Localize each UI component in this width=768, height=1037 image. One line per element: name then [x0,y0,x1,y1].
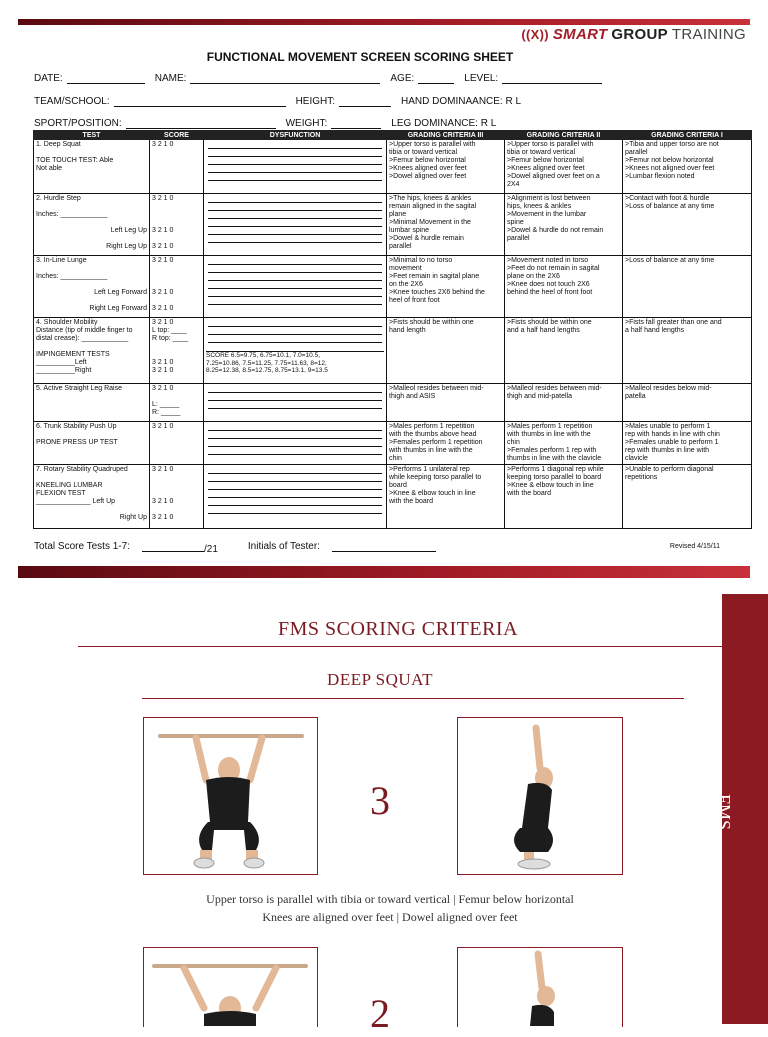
sport-position-field[interactable]: SPORT/POSITION: [34,118,276,129]
dysfunction-line[interactable] [208,203,382,211]
table-row [34,465,752,529]
criteria-2-cell: >Alignment is lost between hips, knees & ankles >Movement in the lumbar spine >Dowel & hurdle do not remain parallel [505,194,623,256]
criteria-3-cell: >Minimal to no torso movement >Feet remain in sagital plane on the 2X6 >Knee touches 2X6 behind the heel of front foot [387,256,505,318]
weight-field[interactable]: WEIGHT: [286,118,382,129]
team-school-field[interactable]: TEAM/SCHOOL: [34,96,286,107]
deep-squat-heading: DEEP SQUAT [327,670,433,689]
deep-squat-front-photo [143,717,318,875]
dysfunction-line[interactable] [208,235,382,243]
dysfunction-cell[interactable] [204,318,387,384]
field-row-2 [34,96,521,107]
sheet-title: FUNCTIONAL MOVEMENT SCREEN SCORING SHEET [206,50,514,64]
front-overhead-figure-icon [144,948,316,1026]
header-criteria-1: GRADING CRITERIA I [623,131,752,140]
logo-training: TRAINING [671,26,746,43]
side-squat-figure-icon [458,718,621,873]
side-overhead-figure-icon [458,948,621,1026]
sidebar-label: FMS [714,794,734,831]
dysfunction-line[interactable] [208,195,382,203]
height-field[interactable]: HEIGHT: [296,96,391,107]
subheading-rule [142,698,684,699]
dysfunction-line[interactable] [208,227,382,235]
dysfunction-cell[interactable] [204,384,387,422]
score-2-front-photo [143,947,318,1027]
dysfunction-line[interactable] [208,335,382,343]
header-score: SCORE [150,131,204,140]
criteria-2-cell: >Malleol resides between mid- thigh and mid-patella [505,384,623,422]
dysfunction-line[interactable] [208,211,382,219]
level-field[interactable]: LEVEL: [464,73,602,84]
field-row-1 [34,73,602,84]
dysfunction-line[interactable] [208,281,382,289]
smart-group-training-logo [521,26,746,43]
score-cell: 3 2 1 0 [150,140,204,194]
total-score-label: Total Score Tests 1-7: [34,541,130,552]
score-cell: 3 2 1 0 L: _____ R: _____ [150,384,204,422]
header-dysfunction: DYSFUNCTION [204,131,387,140]
dysfunction-cell[interactable] [204,256,387,318]
logo-smart: SMART [552,26,608,43]
age-field[interactable]: AGE: [390,73,454,84]
dysfunction-line[interactable] [208,447,382,455]
dysfunction-cell[interactable] [204,194,387,256]
caption-line-1: Upper torso is parallel with tibia or toward vertical | Femur below horizontal [206,892,574,906]
dysfunction-line[interactable] [208,141,382,149]
dysfunction-line[interactable] [208,490,382,498]
test-cell: 7. Rotary Stability Quadruped KNEELING LUMBAR FLEXION TEST ______________ Left Up Right Up [34,465,150,529]
dysfunction-line[interactable] [208,165,382,173]
hand-dominance-field[interactable]: HAND DOMINAANCE: R L [401,96,522,107]
criteria-2-cell: >Upper torso is parallel with tibia or toward vertical >Femur below horizontal >Knees aligned over feet >Dowel aligned over feet on a 2X4 [505,140,623,194]
dysfunction-line[interactable] [208,401,382,409]
criteria-3-cell: >Males perform 1 repetition with the thumbs above head >Females perform 1 repetition with thumbs in line with the chin [387,422,505,465]
table-row [34,256,752,318]
test-cell: 1. Deep Squat TOE TOUCH TEST: Able Not able [34,140,150,194]
dysfunction-line[interactable] [208,506,382,514]
table-row [34,318,752,384]
criteria-1-cell: >Males unable to perform 1 rep with hands in line with chin >Females unable to perform 1 rep with thumbs in line with clavicle [623,422,752,465]
score-conversion-note: 8.25=12.38, 8.5=12.75, 8.75=13.1, 9=13.5 [206,367,328,374]
criteria-2-cell: >Performs 1 diagonal rep while keeping torso parallel to board >Knee & elbow touch in line with the board [505,465,623,529]
dysfunction-line[interactable] [208,327,382,335]
date-field[interactable]: DATE: [34,73,145,84]
dysfunction-line[interactable] [208,474,382,482]
score-cell: 3 2 1 0 3 2 1 0 3 2 1 0 [150,194,204,256]
front-squat-figure-icon [144,718,316,873]
score-2: 2 [370,991,390,1036]
criteria-3-cell: >Upper torso is parallel with tibia or toward vertical >Femur below horizontal >Knees aligned over feet >Dowel aligned over feet [387,140,505,194]
criteria-3-cell: >Performs 1 unilateral rep while keeping torso parallel to board >Knee & elbow touch in line with the board [387,465,505,529]
total-score-field[interactable]: /21 [142,541,218,555]
score-cell: 3 2 1 0 L top: ____ R top: ____ 3 2 1 0 3 2 1 0 [150,318,204,384]
score-cell: 3 2 1 0 3 2 1 0 3 2 1 0 [150,256,204,318]
revised-date: Revised 4/15/11 [669,543,720,550]
criteria-1-cell: >Tibia and upper torso are not parallel >Femur not below horizontal >Knees not aligned over feet >Lumbar flexion noted [623,140,752,194]
leg-dominance-field[interactable]: LEG DOMINANCE: R L [391,118,497,129]
criteria-2-cell: >Movement noted in torso >Feet do not remain in sagital plane on the 2X6 >Knee does not touch 2X6 behind the heel of front foot [505,256,623,318]
table-header-row [34,131,752,140]
dysfunction-line[interactable] [208,423,382,431]
dysfunction-line[interactable] [208,498,382,506]
caption-line-2: Knees are aligned over feet | Dowel aligned over feet [262,910,518,924]
score-conversion-note: SCORE 6.5=9.75, 6.75=10.1, 7.0=10.5, [206,351,384,360]
dysfunction-cell[interactable] [204,465,387,529]
dysfunction-line[interactable] [208,385,382,393]
dysfunction-line[interactable] [208,157,382,165]
dysfunction-line[interactable] [208,273,382,281]
table-row [34,384,752,422]
dysfunction-line[interactable] [208,466,382,474]
test-cell: 6. Trunk Stability Push Up PRONE PRESS UP TEST [34,422,150,465]
score-3: 3 [370,778,390,823]
table-row [34,140,752,194]
dysfunction-line[interactable] [208,439,382,447]
dysfunction-cell[interactable] [204,422,387,465]
score-2-side-photo [457,947,623,1027]
fms-sidebar [714,594,768,1024]
criteria-1-cell: >Contact with foot & hurdle >Loss of balance at any time [623,194,752,256]
test-cell: 3. In-Line Lunge Inches: ____________ Left Leg Forward Right Leg Forward [34,256,150,318]
dysfunction-line[interactable] [208,265,382,273]
field-row-3 [34,118,496,129]
criteria-3-cell: >The hips, knees & ankles remain aligned in the sagital plane >Minimal Movement in the lumbar spine >Dowel & hurdle remain parallel [387,194,505,256]
table-row [34,422,752,465]
dysfunction-line[interactable] [208,319,382,327]
name-field[interactable]: NAME: [155,73,381,84]
test-cell: 2. Hurdle Step Inches: ____________ Left Leg Up Right Leg Up [34,194,150,256]
criteria-1-cell: >Malleol resides below mid- patella [623,384,752,422]
fms-criteria-page [0,590,768,1036]
sheet-footer [34,541,734,555]
dysfunction-line[interactable] [208,393,382,401]
scoring-table [33,130,752,529]
logo-mark-icon: ((X)) [521,27,549,42]
initials-field[interactable] [332,541,436,552]
bottom-red-bar [18,566,750,578]
criteria-1-cell: >Unable to perform diagonal repetitions [623,465,752,529]
header-criteria-2: GRADING CRITERIA II [505,131,623,140]
criteria-3-cell: >Fists should be within one hand length [387,318,505,384]
deep-squat-side-photo [457,717,623,875]
criteria-1-cell: >Fists fall greater than one and a half hand lengths [623,318,752,384]
score-conversion-note: 7.25=10.86, 7.5=11.25, 7.75=11.63, 8=12, [206,359,327,367]
score-cell: 3 2 1 0 3 2 1 0 3 2 1 0 [150,465,204,529]
score-cell: 3 2 1 0 [150,422,204,465]
dysfunction-line[interactable] [208,431,382,439]
heading-rule [78,646,722,647]
logo-group: GROUP [611,26,668,43]
criteria-2-cell: >Males perform 1 repetition with thumbs in line with the chin >Females perform 1 rep with thumbs in line with the clavicle [505,422,623,465]
dysfunction-line[interactable] [208,257,382,265]
dysfunction-line[interactable] [208,219,382,227]
criteria-2-cell: >Fists should be within one and a half hand lengths [505,318,623,384]
table-row [34,194,752,256]
dysfunction-line[interactable] [208,482,382,490]
header-test: TEST [34,131,150,140]
dysfunction-line[interactable] [208,289,382,297]
dysfunction-cell[interactable] [204,140,387,194]
criteria-heading: FMS SCORING CRITERIA [277,618,519,640]
criteria-1-cell: >Loss of balance at any time [623,256,752,318]
initials-label: Initials of Tester: [247,541,320,552]
dysfunction-line[interactable] [208,149,382,157]
test-cell: 4. Shoulder Mobility Distance (tip of middle finger to distal crease): ____________ IMPINGEMENT TESTS __________Left __________Right [34,318,150,384]
top-red-bar [18,19,750,25]
criteria-3-cell: >Malleol resides between mid- thigh and ASIS [387,384,505,422]
test-cell: 5. Active Straight Leg Raise [34,384,150,422]
dysfunction-line[interactable] [208,297,382,305]
dysfunction-line[interactable] [208,173,382,181]
header-criteria-3: GRADING CRITERIA III [387,131,505,140]
